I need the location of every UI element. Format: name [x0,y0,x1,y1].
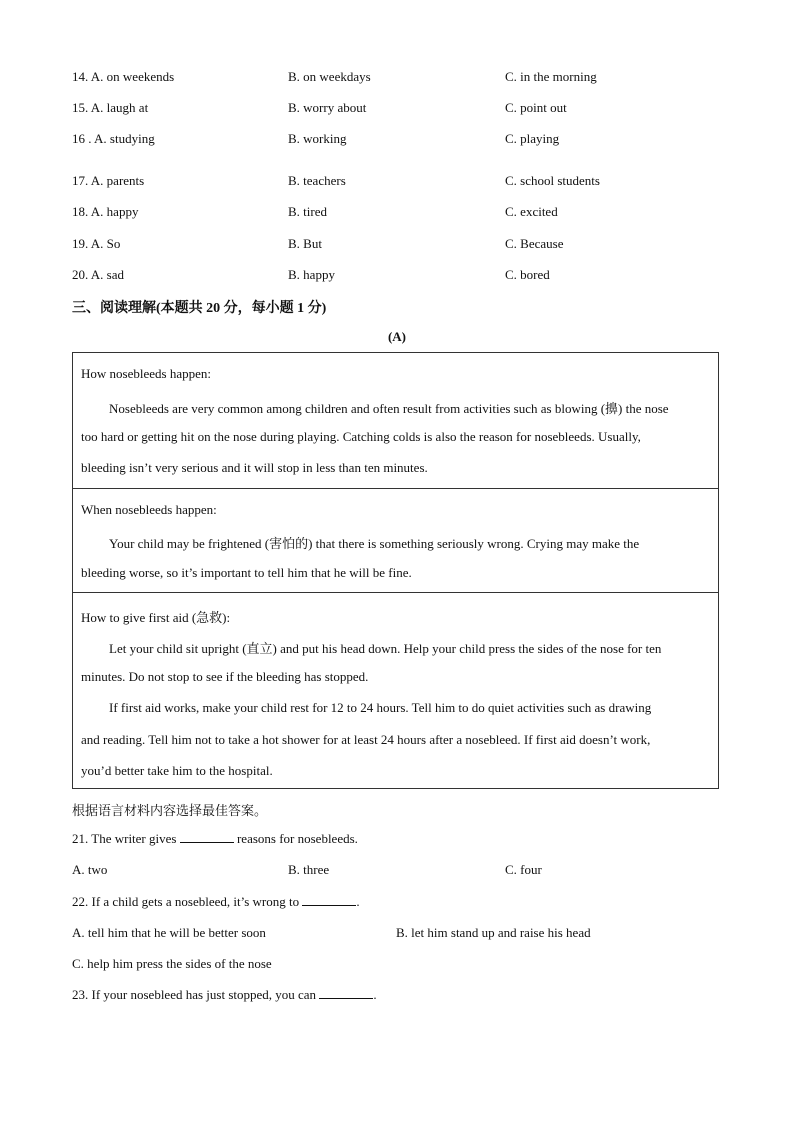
question-stem-end: reasons for nosebleeds. [236,831,358,846]
question-stem: 21. The writer gives [72,831,177,846]
question-21 [72,831,358,847]
passage-table [72,352,719,789]
passage-cell-how-happen [73,353,718,489]
paragraph-line: Your child may be frightened (害怕的) that there is something seriously wrong. Crying may make the [109,536,640,551]
paragraph-line: and reading. Tell him not to take a hot shower for at least 24 hours after a nosebleed. If first aid doesn’t work, [81,732,651,747]
option-a: 20. A. sad [72,267,124,282]
paragraph-line: too hard or getting hit on the nose during playing. Catching colds is also the reason for nosebleeds. Usually, [81,429,641,444]
option-c: C. point out [505,100,567,115]
option-c: C. school students [505,173,600,188]
option-row-17 [72,173,732,193]
option-c: C. excited [505,204,558,219]
option-row-20 [72,267,732,287]
question-23 [72,987,377,1003]
cell-heading: How nosebleeds happen: [81,366,211,381]
option-b: B. worry about [288,100,367,115]
option-c: C. bored [505,267,550,282]
answer-blank [319,987,373,999]
question-21-options [72,862,732,882]
option-a: 17. A. parents [72,173,145,188]
paragraph-line: bleeding isn’t very serious and it will stop in less than ten minutes. [81,460,428,475]
option-row-16 [72,131,732,151]
option-c: C. Because [505,236,564,251]
option-row-14 [72,69,732,89]
cell-heading: How to give first aid (急救): [81,610,231,625]
answer-blank [302,894,356,906]
passage-label: (A) [387,329,407,344]
option-a: 14. A. on weekends [72,69,175,84]
paragraph-line: Let your child sit upright (直立) and put his head down. Help your child press the sides of the nose for ten [109,641,662,656]
question-22 [72,894,360,910]
option-row-18 [72,204,732,224]
passage-cell-when-happen [73,489,718,593]
question-stem-end: . [356,894,360,909]
question-stem-end: . [373,987,377,1002]
option-a: A. two [72,862,108,877]
question-stem: 23. If your nosebleed has just stopped, you can [72,987,317,1002]
option-b: B. happy [288,267,335,282]
option-b: B. But [288,236,322,251]
option-c: C. four [505,862,542,877]
passage-cell-first-aid [73,593,718,790]
question-stem: 22. If a child gets a nosebleed, it’s wrong to [72,894,300,909]
question-22-option-c: C. help him press the sides of the nose [72,956,272,971]
question-22-option-a: A. tell him that he will be better soon [72,925,266,940]
option-a: 18. A. happy [72,204,139,219]
option-b: B. on weekdays [288,69,371,84]
option-b: B. three [288,862,330,877]
answer-blank [180,831,234,843]
option-c: C. playing [505,131,560,146]
option-b: B. tired [288,204,327,219]
question-22-option-b: B. let him stand up and raise his head [396,925,591,940]
cell-heading: When nosebleeds happen: [81,502,217,517]
paragraph-line: minutes. Do not stop to see if the bleeding has stopped. [81,669,369,684]
section-title: 三、阅读理解(本题共 20 分，每小题 1 分) [72,301,327,316]
option-a: 19. A. So [72,236,121,251]
paragraph-line: bleeding worse, so it’s important to tell him that he will be fine. [81,565,412,580]
option-row-15 [72,100,732,120]
option-a: 15. A. laugh at [72,100,149,115]
instruction-text: 根据语言材料内容选择最佳答案。 [72,803,268,818]
option-a: 16 . A. studying [72,131,155,146]
option-c: C. in the morning [505,69,597,84]
paragraph-line: If first aid works, make your child rest for 12 to 24 hours. Tell him to do quiet activities such as drawing [109,700,652,715]
option-row-19 [72,236,732,256]
option-b: B. teachers [288,173,346,188]
paragraph-line: you’d better take him to the hospital. [81,763,273,778]
option-b: B. working [288,131,347,146]
paragraph-line: Nosebleeds are very common among children and often result from activities such as blowing (擤) the nose [109,401,669,416]
